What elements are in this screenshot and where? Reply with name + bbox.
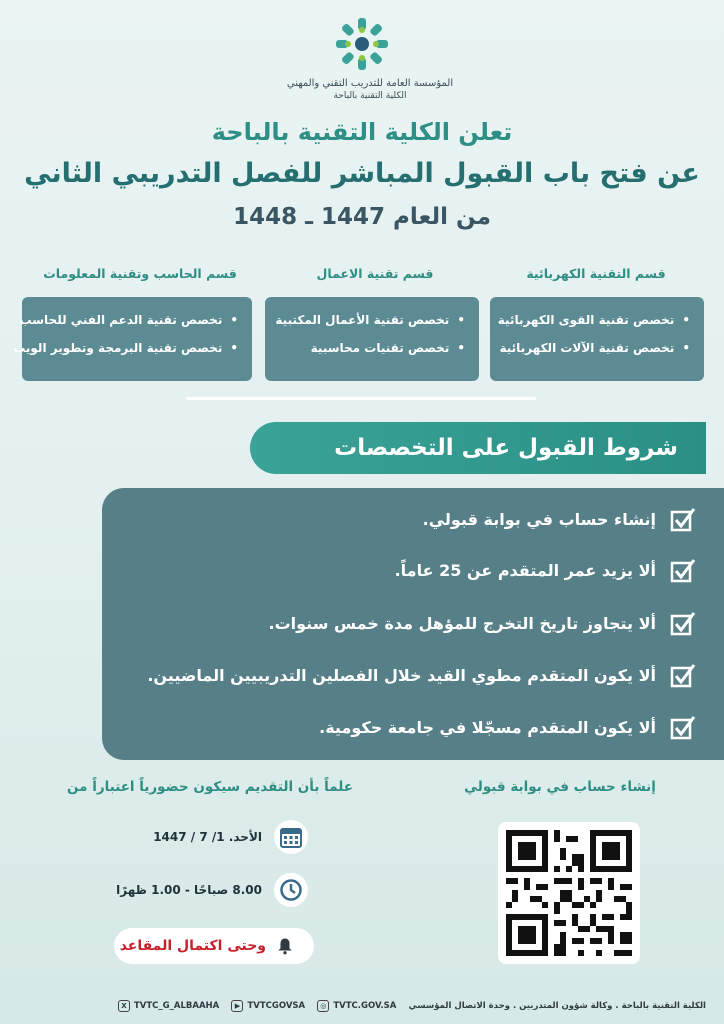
footer (0, 988, 724, 1024)
dept-item: • تخصص تقنية القوى الكهربائية (500, 313, 690, 327)
dept-item: • تخصص تقنية الدعم الفني للحاسب (32, 313, 238, 327)
checkbox-checked-icon (670, 714, 696, 740)
dept-box-electrical (490, 297, 704, 381)
dept-item: • تخصص تقنية البرمجة وتطوير الويب (32, 341, 238, 355)
condition-text: ألا يزيد عمر المتقدم عن 25 عاماً. (394, 560, 656, 580)
condition-item (147, 662, 696, 688)
checkbox-checked-icon (670, 506, 696, 532)
x-icon: X (118, 1000, 130, 1012)
college-name: الكلية التقنية بالباحة (333, 90, 407, 101)
condition-item (423, 506, 696, 532)
dept-item: • تخصص تقنية الآلات الكهربائية (500, 341, 690, 355)
condition-item (268, 610, 696, 636)
x-handle: TVTC_G_ALBAAHA (134, 1001, 220, 1011)
checkbox-checked-icon (670, 610, 696, 636)
condition-text: ألا يكون المتقدم مطوي القيد خلال الفصلين التدريبيين الماضيين. (147, 665, 656, 685)
qr-code-icon (506, 830, 632, 956)
dept-box-business (265, 297, 479, 381)
footer-youtube-link[interactable] (231, 1000, 305, 1012)
clock-icon (274, 873, 308, 907)
website: TVTC.GOV.SA (333, 1001, 397, 1011)
calendar-icon (274, 820, 308, 854)
conditions-title: شروط القبول على التخصصات (250, 422, 706, 474)
footer-credits-text: الكلية التقنية بالباحة . وكالة شؤون المتدربين . وحدة الاتصال المؤسسي (408, 1001, 706, 1011)
tvtc-logo-icon (332, 14, 392, 74)
dept-item: • تخصص تقنيات محاسبية (275, 341, 465, 355)
dept-item: • تخصص تقنية الأعمال المكتبية (275, 313, 465, 327)
condition-text: ألا يكون المتقدم مسجّلا في جامعة حكومية. (319, 717, 656, 737)
section-divider (186, 397, 536, 400)
headline-line-2: عن فتح باب القبول المباشر للفصل التدريبي الثاني (24, 158, 700, 189)
globe-icon: ◎ (317, 1000, 329, 1012)
footer-x-link[interactable] (118, 1000, 219, 1012)
checkbox-checked-icon (670, 662, 696, 688)
condition-item (395, 557, 696, 583)
dept-title-electrical: قسم التقنية الكهربائية (526, 266, 666, 281)
until-seats-full-text: وحتى اكتمال المقاعد (119, 938, 266, 954)
org-name: المؤسسة العامة للتدريب التقني والمهني (286, 78, 454, 89)
dept-title-business: قسم تقنية الاعمال (316, 266, 434, 281)
start-date: الأحد. 1/ 7 / 1447 (153, 830, 262, 844)
checkbox-checked-icon (670, 557, 696, 583)
dept-box-computer (13, 297, 252, 381)
time-row (116, 873, 308, 907)
office-hours: 8.00 صباحًا - 1.00 ظهرًا (116, 883, 262, 897)
qr-code[interactable] (498, 822, 640, 964)
attendance-note: علماً بأن التقديم سيكون حضورياً اعتباراً من (67, 779, 353, 795)
youtube-icon: ▶ (231, 1000, 243, 1012)
portal-label: إنشاء حساب في بوابة قبولي (464, 779, 656, 795)
footer-website-link[interactable] (317, 1000, 396, 1012)
dept-title-computer: قسم الحاسب وتقنية المعلومات (43, 266, 237, 281)
condition-text: إنشاء حساب في بوابة قبولي. (422, 509, 656, 529)
condition-item (319, 714, 696, 740)
until-seats-full-badge (114, 928, 314, 964)
headline-line-1: تعلن الكلية التقنية بالباحة (211, 118, 513, 146)
youtube-handle: TVTCGOVSA (247, 1001, 306, 1011)
footer-credits (409, 1001, 706, 1011)
org-name-block (220, 78, 520, 102)
date-row (153, 820, 308, 854)
bell-icon (276, 937, 294, 955)
headline-line-3: من العام 1447 ـ 1448 (233, 204, 491, 230)
condition-text: ألا يتجاوز تاريخ التخرج للمؤهل مدة خمس سنوات. (268, 613, 656, 633)
